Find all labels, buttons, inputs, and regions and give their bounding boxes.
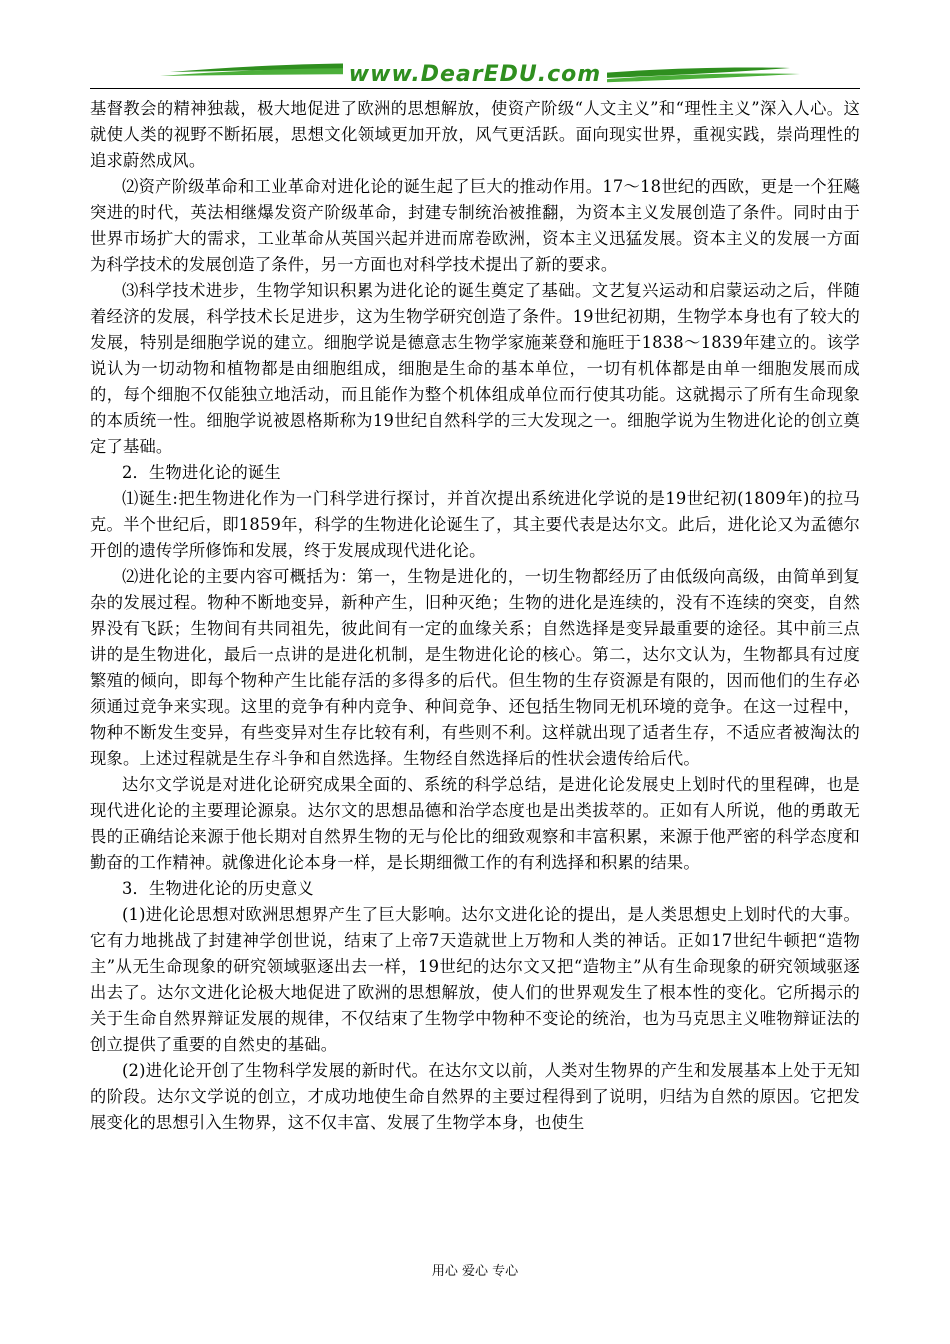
paragraph-8: (2)进化论开创了生物科学发展的新时代。在达尔文以前，人类对生物界的产生和发展基本上处于无知的阶段。达尔文学说的创立，才成功地使生命自然界的主要过程得到了说明，归结为自然的原因。它把发展变化的思想引入生物界，这不仅丰富、发展了生物学本身，也使生 bbox=[90, 1061, 860, 1132]
paragraph-1: 基督教会的精神独裁，极大地促进了欧洲的思想解放，使资产阶级“人文主义”和“理性主义”深入人心。这就使人类的视野不断拓展，思想文化领域更加开放，风气更活跃。面向现实世界，重视实践，崇尚理性的追求蔚然成风。 bbox=[90, 99, 860, 170]
site-url: www.DearEDU.com bbox=[343, 62, 607, 87]
header-divider bbox=[90, 88, 860, 89]
page-footer: 用心 爱心 专心 bbox=[431, 1264, 519, 1279]
document-body bbox=[90, 96, 860, 1136]
paragraph-7: (1)进化论思想对欧洲思想界产生了巨大影响。达尔文进化论的提出，是人类思想史上划时代的大事。它有力地挑战了封建神学创世说，结束了上帝7天造就世上万物和人类的神话。正如17世纪牛顿把“造物主”从无生命现象的研究领域驱逐出去一样，19世纪的达尔文又把“造物主”从有生命现象的研究领域驱逐出去了。达尔文进化论极大地促进了欧洲的思想解放，使人们的世界观发生了根本性的变化。它所揭示的关于生命自然界辩证发展的规律，不仅结束了生物学中物种不变论的统治，也为马克思主义唯物辩证法的创立提供了重要的自然史的基础。 bbox=[90, 905, 860, 1054]
section-heading-3: 3．生物进化论的历史意义 bbox=[122, 879, 314, 898]
section-heading-2: 2．生物进化论的诞生 bbox=[122, 463, 281, 482]
paragraph-4: ⑴诞生:把生物进化作为一门科学进行探讨，并首次提出系统进化学说的是19世纪初(1809年)的拉马克。半个世纪后，即1859年，科学的生物进化论诞生了，其主要代表是达尔文。此后，进化论又为孟德尔开创的遗传学所修饰和发展，终于发展成现代进化论。 bbox=[90, 489, 860, 560]
paragraph-2: ⑵资产阶级革命和工业革命对进化论的诞生起了巨大的推动作用。17～18世纪的西欧，更是一个狂飚突进的时代，英法相继爆发资产阶级革命，封建专制统治被推翻，为资本主义发展创造了条件。同时由于世界市场扩大的需求，工业革命从英国兴起并进而席卷欧洲，资本主义迅猛发展。资本主义的发展一方面为科学技术的发展创造了条件，另一方面也对科学技术提出了新的要求。 bbox=[90, 177, 860, 274]
page-header bbox=[90, 58, 860, 98]
paragraph-6: 达尔文学说是对进化论研究成果全面的、系统的科学总结，是进化论发展史上划时代的里程碑，也是现代进化论的主要理论源泉。达尔文的思想品德和治学态度也是出类拔萃的。正如有人所说，他的勇敢无畏的正确结论来源于他长期对自然界生物的无与伦比的细致观察和丰富积累，来源于他严密的科学态度和勤奋的工作精神。就像进化论本身一样，是长期细微工作的有利选择和积累的结果。 bbox=[90, 775, 860, 872]
paragraph-5: ⑵进化论的主要内容可概括为：第一，生物是进化的，一切生物都经历了由低级向高级，由简单到复杂的发展过程。物种不断地变异，新种产生，旧种灭绝；生物的进化是连续的，没有不连续的突变，自然界没有飞跃；生物间有共同祖先，彼此间有一定的血缘关系；自然选择是变异最重要的途径。其中前三点讲的是生物进化，最后一点讲的是进化机制，是生物进化论的核心。第二，达尔文认为，生物都具有过度繁殖的倾向，即每个物种产生比能存活的多得多的后代。但生物的生存资源是有限的，因而他们的生存必须通过竞争来实现。这里的竞争有种内竞争、种间竞争、还包括生物同无机环境的竞争。在这一过程中，物种不断发生变异，有些变异对生存比较有利，有些则不利。这样就出现了适者生存，不适应者被淘汰的现象。上述过程就是生存斗争和自然选择。生物经自然选择后的性状会遗传给后代。 bbox=[90, 567, 860, 768]
site-logo-text bbox=[90, 62, 860, 87]
paragraph-3: ⑶科学技术进步，生物学知识积累为进化论的诞生奠定了基础。文艺复兴运动和启蒙运动之后，伴随着经济的发展，科学技术长足进步，这为生物学研究创造了条件。19世纪初期，生物学本身也有了较大的发展，特别是细胞学说的建立。细胞学说是德意志生物学家施莱登和施旺于1838～1839年建立的。该学说认为一切动物和植物都是由细胞组成，细胞是生命的基本单位，一切有机体都是由单一细胞发展而成的，每个细胞不仅能独立地活动，而且能作为整个机体组成单位而行使其功能。这就揭示了所有生命现象的本质统一性。细胞学说被恩格斯称为19世纪自然科学的三大发现之一。细胞学说为生物进化论的创立奠定了基础。 bbox=[90, 281, 860, 456]
